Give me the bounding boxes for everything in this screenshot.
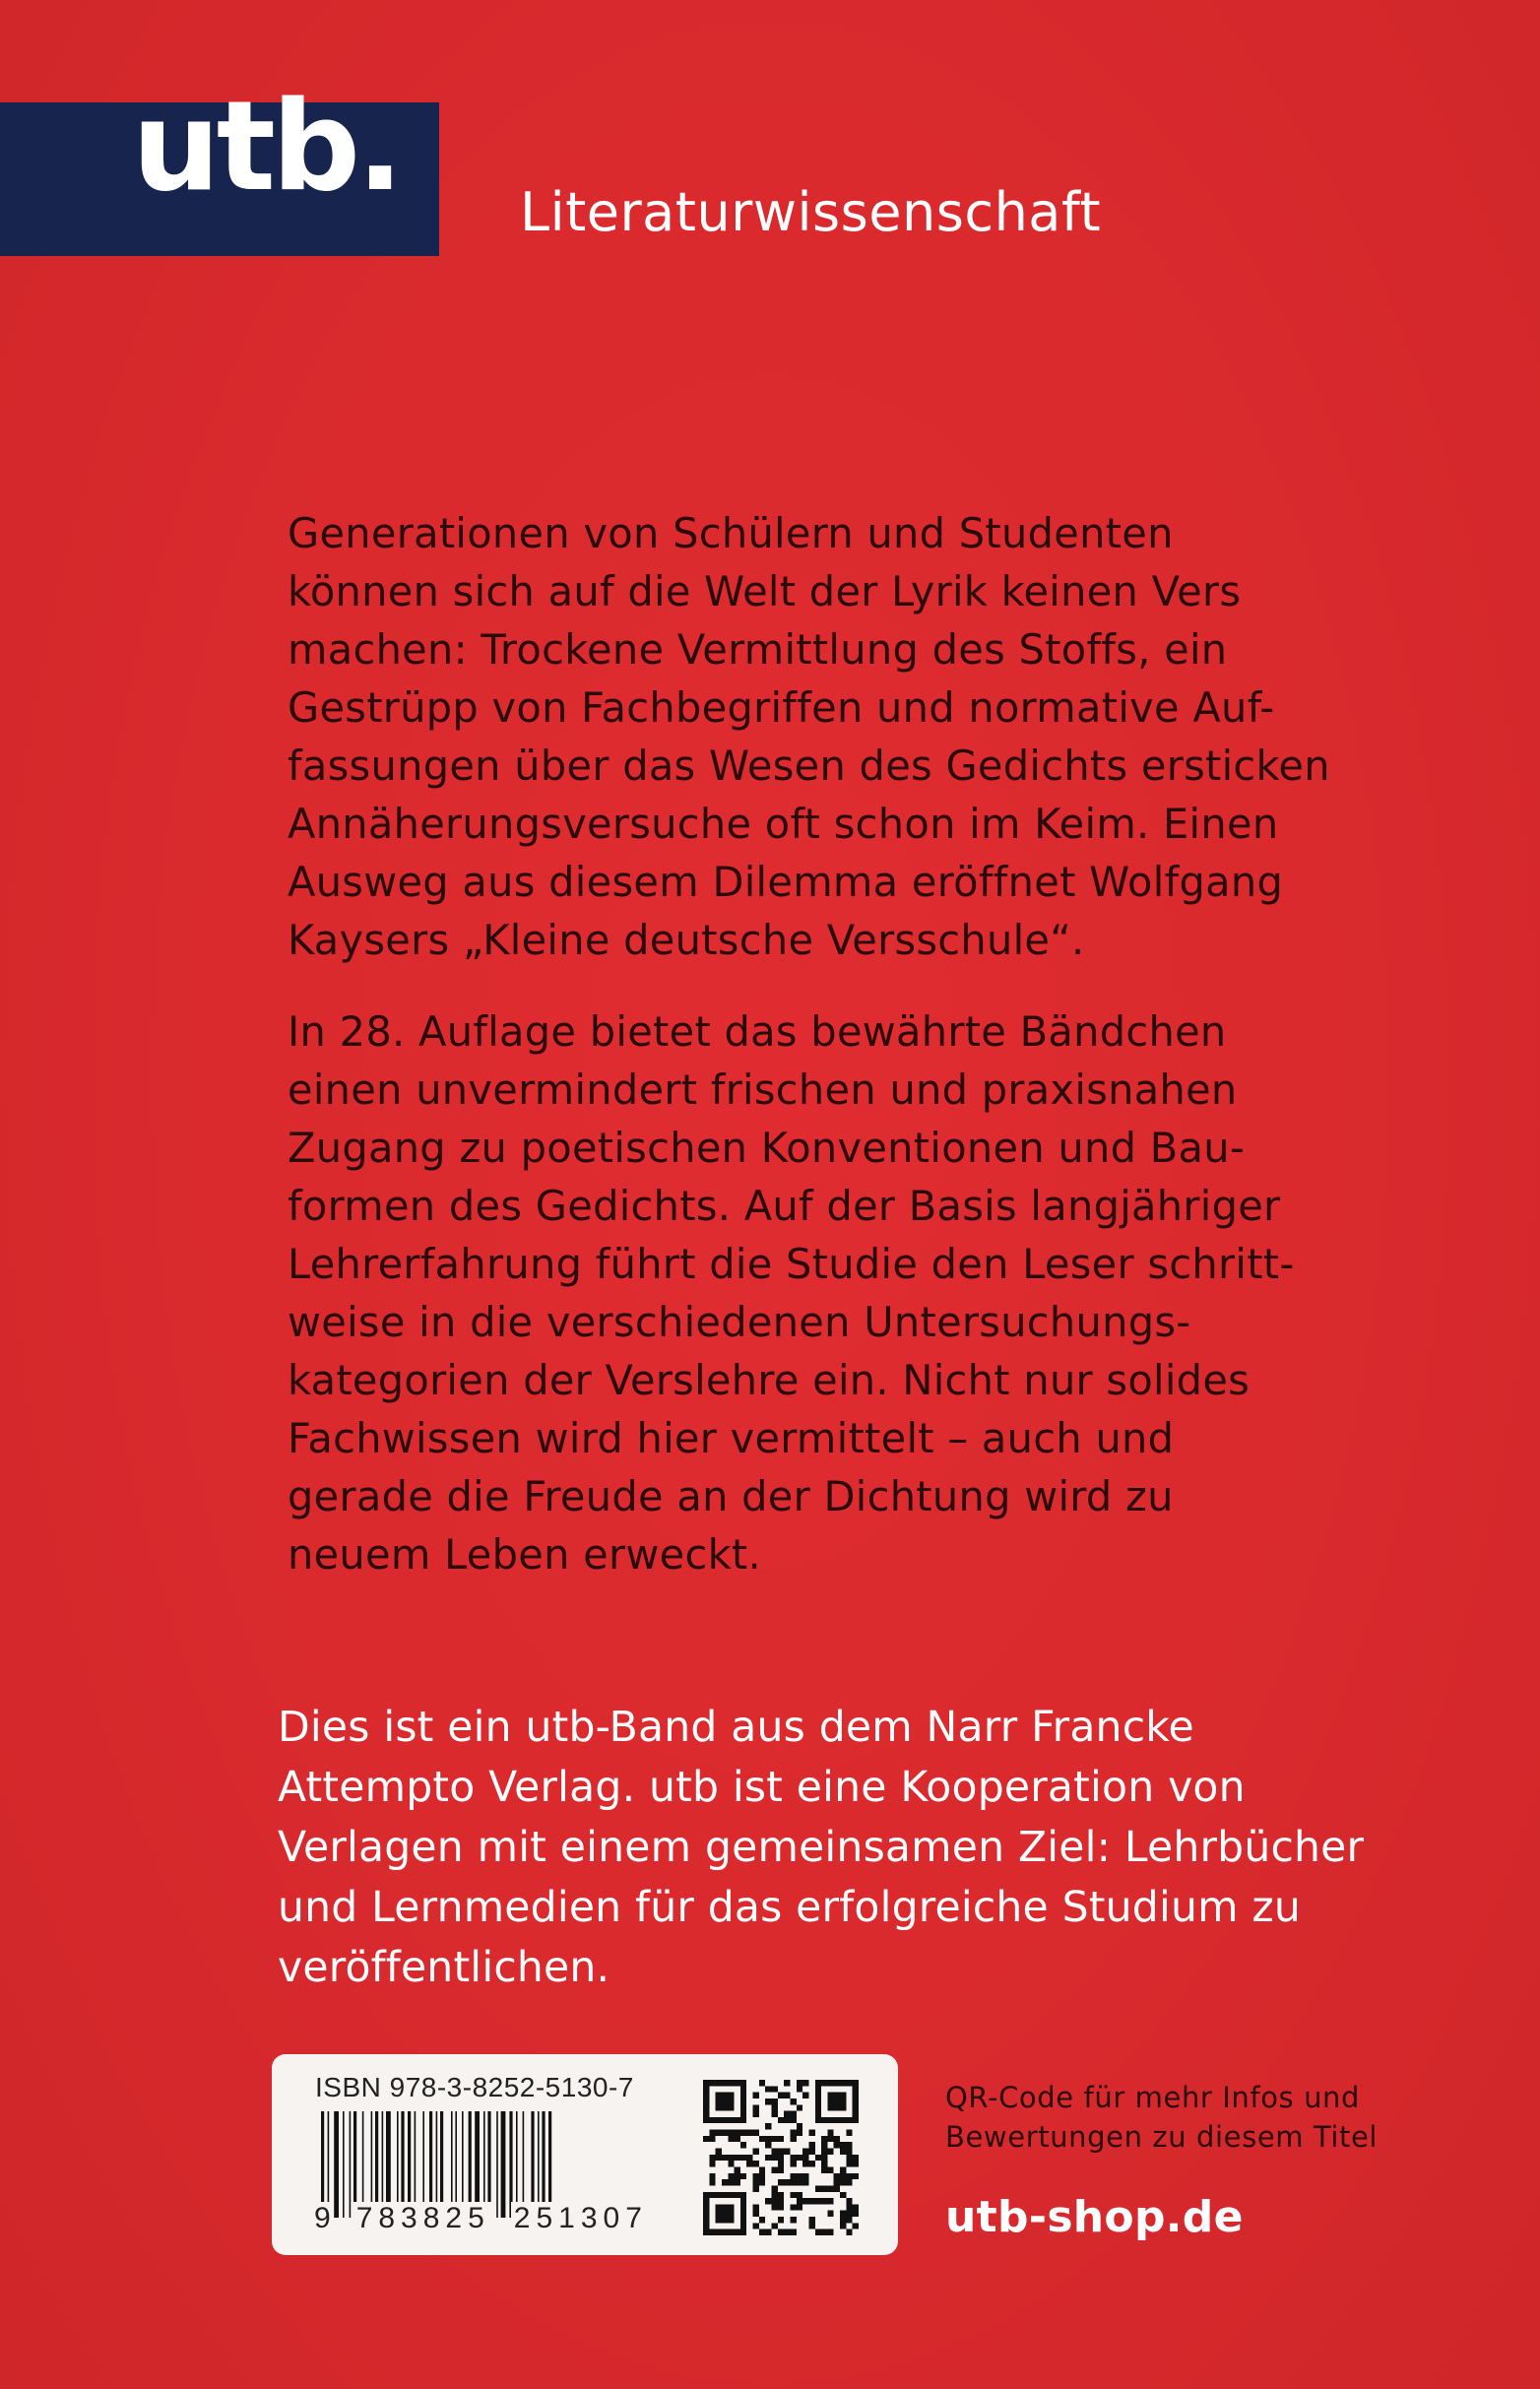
barcode-digits-right: 251307: [511, 2202, 651, 2235]
blurb-paragraph-2: [288, 1002, 1410, 1583]
isbn-barcode-panel: [272, 2054, 898, 2255]
publisher-info-line: veröffentlichen.: [278, 1944, 610, 1992]
blurb-line: fassungen über das Wesen des Gedichts ersticken: [288, 742, 1330, 790]
blurb-paragraph-1: [288, 504, 1410, 969]
blurb-line: kategorien der Verslehre ein. Nicht nur solides: [288, 1356, 1251, 1404]
blurb-line: Fachwissen wird hier vermittelt – auch und: [288, 1414, 1175, 1462]
blurb-line: Generationen von Schülern und Studenten: [288, 509, 1174, 557]
isbn-label: ISBN 978-3-8252-5130-7: [315, 2072, 634, 2102]
blurb-line: In 28. Auflage bietet das bewährte Bändchen: [288, 1007, 1227, 1056]
qr-code-icon: [703, 2080, 859, 2235]
publisher-info: [278, 1698, 1364, 1998]
barcode-digit-first: 9: [311, 2202, 334, 2235]
shop-url: utb-shop.de: [945, 2192, 1244, 2242]
blurb-text: [288, 504, 1410, 1583]
blurb-line: gerade die Freude an der Dichtung wird zu: [288, 1472, 1174, 1520]
blurb-line: Zugang zu poetischen Konventionen und Bau-: [288, 1124, 1246, 1172]
qr-note-line: QR-Code für mehr Infos und: [945, 2081, 1361, 2114]
barcode-digits-left: 783825: [353, 2202, 493, 2235]
blurb-line: neuem Leben erweckt.: [288, 1530, 761, 1579]
blurb-line: können sich auf die Welt der Lyrik keinen Vers: [288, 567, 1242, 615]
blurb-line: Gestrüpp von Fachbegriffen und normative Auf-: [288, 683, 1275, 732]
series-category: Literaturwissenschaft: [520, 181, 1102, 243]
qr-code-note: [945, 2078, 1378, 2157]
barcode-digits: [311, 2202, 651, 2235]
publisher-info-line: und Lernmedien für das erfolgreiche Studium zu: [278, 1884, 1302, 1932]
publisher-info-line: Attempto Verlag. utb ist eine Kooperation von: [278, 1764, 1246, 1812]
utb-logo: utb.: [132, 74, 400, 219]
blurb-line: einen unvermindert frischen und praxisnahen: [288, 1065, 1238, 1114]
blurb-line: weise in die verschiedenen Untersuchungs-: [288, 1298, 1191, 1346]
blurb-line: Kaysers „Kleine deutsche Versschule“.: [288, 916, 1085, 964]
publisher-info-line: Verlagen mit einem gemeinsamen Ziel: Lehrbücher: [278, 1824, 1365, 1872]
blurb-line: Annäherungsversuche oft schon im Keim. Einen: [288, 800, 1279, 848]
blurb-line: formen des Gedichts. Auf der Basis langjähriger: [288, 1182, 1281, 1230]
publisher-info-line: Dies ist ein utb-Band aus dem Narr Francke: [278, 1704, 1194, 1752]
qr-note-line: Bewertungen zu diesem Titel: [945, 2120, 1379, 2154]
blurb-line: Lehrerfahrung führt die Studie den Leser schritt-: [288, 1240, 1295, 1288]
blurb-line: machen: Trockene Vermittlung des Stoffs, ein: [288, 625, 1228, 674]
blurb-line: Ausweg aus diesem Dilemma eröffnet Wolfgang: [288, 858, 1284, 906]
